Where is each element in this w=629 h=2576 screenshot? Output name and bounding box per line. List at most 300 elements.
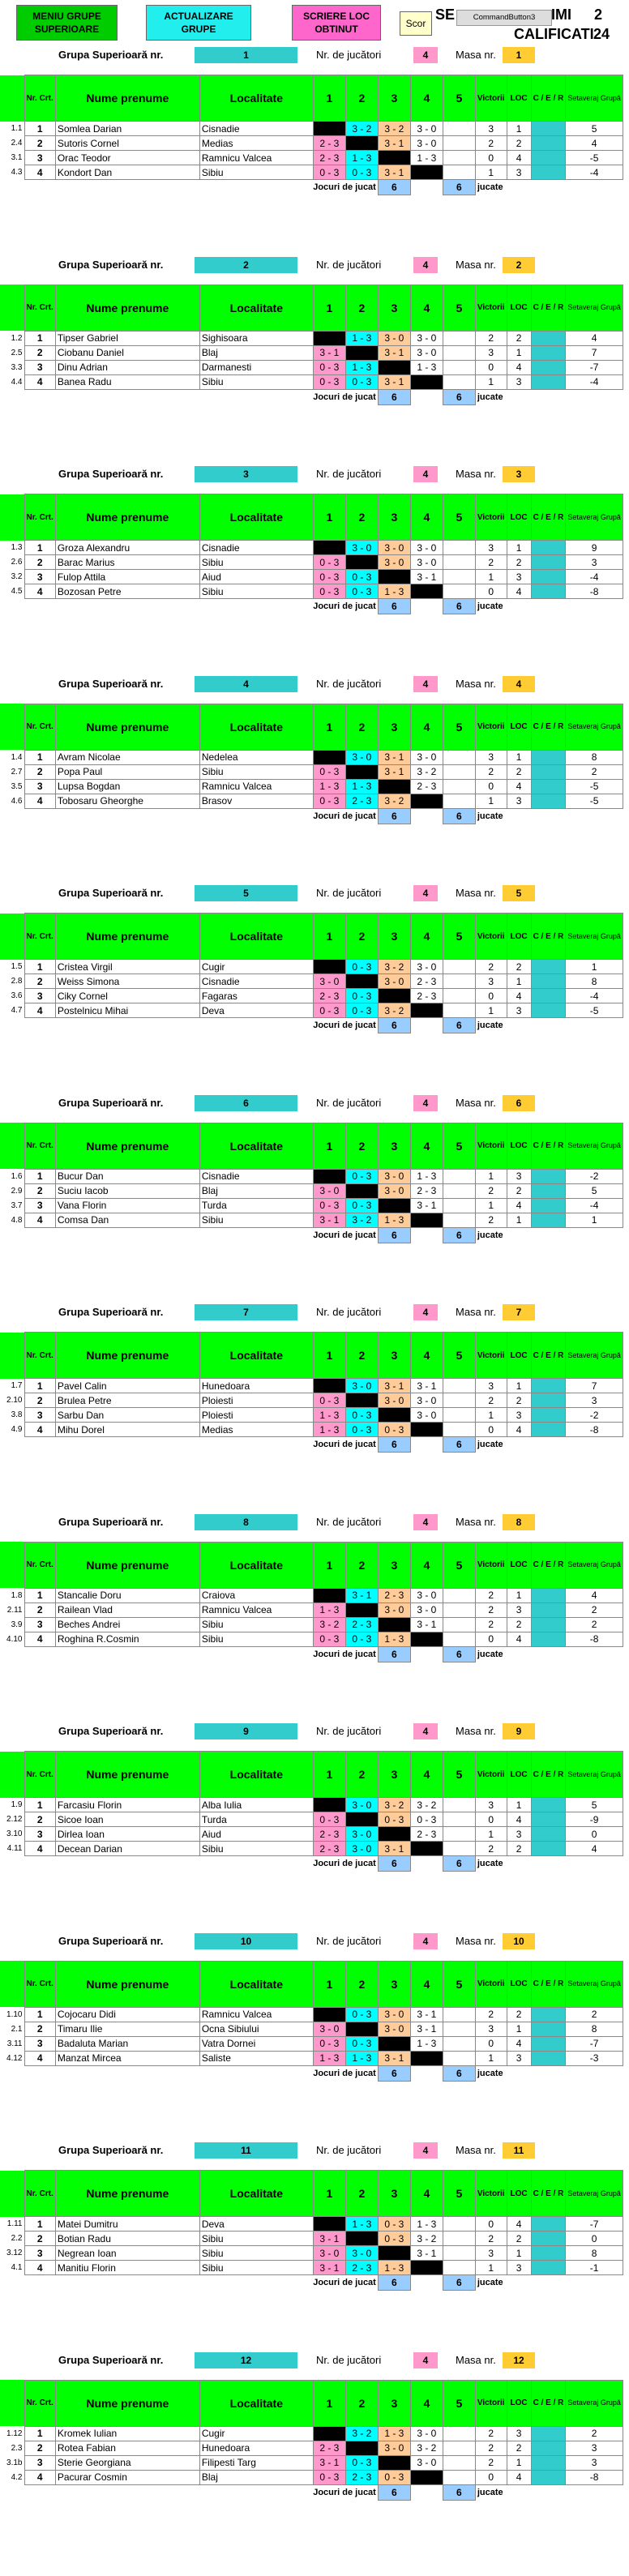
score-cell[interactable]: 3 - 1 xyxy=(378,165,410,180)
player-localitate[interactable]: Aiud xyxy=(199,1827,313,1842)
score-cell[interactable]: 1 - 3 xyxy=(410,2036,443,2051)
score-cell[interactable]: 3 - 0 xyxy=(378,331,410,345)
command-button-3[interactable]: CommandButton3 xyxy=(456,10,552,26)
player-name[interactable]: Somlea Darian xyxy=(55,122,199,136)
score-cell[interactable] xyxy=(443,360,475,374)
player-name[interactable]: Groza Alexandru xyxy=(55,541,199,555)
score-cell[interactable]: 3 - 1 xyxy=(345,1588,378,1603)
player-localitate[interactable]: Sighisoara xyxy=(199,331,313,345)
player-localitate[interactable]: Sibiu xyxy=(199,165,313,180)
cer-cell[interactable] xyxy=(531,555,566,570)
score-cell[interactable]: 0 - 3 xyxy=(313,584,345,599)
cer-cell[interactable] xyxy=(531,2007,566,2022)
score-cell[interactable] xyxy=(443,764,475,779)
score-cell[interactable]: 0 - 3 xyxy=(378,2232,410,2246)
nr-jucatori-value[interactable]: 4 xyxy=(413,1933,438,1949)
score-cell[interactable]: 3 - 2 xyxy=(345,122,378,136)
cer-cell[interactable] xyxy=(531,1827,566,1842)
score-cell[interactable]: 3 - 0 xyxy=(410,555,443,570)
cer-cell[interactable] xyxy=(531,2261,566,2275)
cer-cell[interactable] xyxy=(531,764,566,779)
player-name[interactable]: Botian Radu xyxy=(55,2232,199,2246)
score-cell[interactable]: 0 - 3 xyxy=(410,1812,443,1827)
score-cell[interactable]: 3 - 0 xyxy=(378,2022,410,2036)
cer-cell[interactable] xyxy=(531,584,566,599)
score-cell[interactable] xyxy=(443,1617,475,1632)
score-cell[interactable]: 1 - 3 xyxy=(410,1169,443,1183)
score-cell[interactable]: 3 - 1 xyxy=(378,374,410,389)
score-cell[interactable] xyxy=(443,1588,475,1603)
player-localitate[interactable]: Sibiu xyxy=(199,2246,313,2261)
cer-cell[interactable] xyxy=(531,2470,566,2484)
player-name[interactable]: Pavel Calin xyxy=(55,1379,199,1393)
score-cell[interactable]: 0 - 3 xyxy=(313,1198,345,1213)
player-name[interactable]: Sutoris Cornel xyxy=(55,136,199,151)
cer-cell[interactable] xyxy=(531,794,566,808)
score-cell[interactable] xyxy=(443,1812,475,1827)
cer-cell[interactable] xyxy=(531,2051,566,2065)
player-name[interactable]: Farcasiu Florin xyxy=(55,1798,199,1812)
score-cell[interactable]: 3 - 2 xyxy=(345,2426,378,2441)
score-cell[interactable] xyxy=(443,1183,475,1198)
score-cell[interactable]: 3 - 0 xyxy=(410,541,443,555)
score-cell[interactable]: 1 - 3 xyxy=(378,2261,410,2275)
player-name[interactable]: Lupsa Bogdan xyxy=(55,779,199,794)
score-cell[interactable]: 3 - 2 xyxy=(378,960,410,974)
player-name[interactable]: Roghina R.Cosmin xyxy=(55,1632,199,1646)
player-name[interactable]: Kromek Iulian xyxy=(55,2426,199,2441)
cer-cell[interactable] xyxy=(531,345,566,360)
score-cell[interactable]: 3 - 0 xyxy=(378,974,410,989)
score-cell[interactable] xyxy=(443,1169,475,1183)
score-cell[interactable]: 1 - 3 xyxy=(313,1423,345,1437)
score-cell[interactable]: 3 - 0 xyxy=(410,960,443,974)
player-localitate[interactable]: Sibiu xyxy=(199,1632,313,1646)
cer-cell[interactable] xyxy=(531,1393,566,1408)
nr-jucatori-value[interactable]: 4 xyxy=(413,1723,438,1739)
player-localitate[interactable]: Fagaras xyxy=(199,989,313,1003)
masa-number[interactable]: 12 xyxy=(503,2352,535,2368)
score-cell[interactable]: 0 - 3 xyxy=(345,989,378,1003)
scriere-loc-obtinut-button[interactable]: SCRIERE LOC OBTINUT xyxy=(292,5,381,41)
score-cell[interactable]: 3 - 0 xyxy=(410,1393,443,1408)
player-localitate[interactable]: Sibiu xyxy=(199,2261,313,2275)
nr-jucatori-value[interactable]: 4 xyxy=(413,257,438,273)
score-cell[interactable]: 3 - 1 xyxy=(410,1617,443,1632)
score-cell[interactable] xyxy=(443,1827,475,1842)
player-localitate[interactable]: Cisnadie xyxy=(199,1169,313,1183)
score-cell[interactable] xyxy=(443,122,475,136)
masa-number[interactable]: 10 xyxy=(503,1933,535,1949)
cer-cell[interactable] xyxy=(531,1617,566,1632)
score-cell[interactable]: 3 - 0 xyxy=(313,1183,345,1198)
score-cell[interactable]: 3 - 2 xyxy=(345,1213,378,1227)
nr-jucatori-value[interactable]: 4 xyxy=(413,676,438,692)
player-localitate[interactable]: Turda xyxy=(199,1198,313,1213)
player-name[interactable]: Avram Nicolae xyxy=(55,750,199,764)
cer-cell[interactable] xyxy=(531,360,566,374)
nr-jucatori-value[interactable]: 4 xyxy=(413,47,438,63)
player-name[interactable]: Beches Andrei xyxy=(55,1617,199,1632)
masa-number[interactable]: 9 xyxy=(503,1723,535,1739)
score-cell[interactable]: 0 - 3 xyxy=(345,960,378,974)
score-cell[interactable]: 1 - 3 xyxy=(345,2051,378,2065)
score-cell[interactable]: 3 - 0 xyxy=(345,1827,378,1842)
score-cell[interactable]: 3 - 1 xyxy=(378,1379,410,1393)
score-cell[interactable] xyxy=(443,2217,475,2232)
score-cell[interactable] xyxy=(443,750,475,764)
player-name[interactable]: Dirlea Ioan xyxy=(55,1827,199,1842)
player-localitate[interactable]: Blaj xyxy=(199,1183,313,1198)
player-localitate[interactable]: Deva xyxy=(199,2217,313,2232)
masa-number[interactable]: 1 xyxy=(503,47,535,63)
score-cell[interactable]: 2 - 3 xyxy=(313,136,345,151)
score-cell[interactable]: 1 - 3 xyxy=(378,1632,410,1646)
score-cell[interactable]: 3 - 1 xyxy=(410,1379,443,1393)
masa-number[interactable]: 2 xyxy=(503,257,535,273)
player-localitate[interactable]: Ramnicu Valcea xyxy=(199,2007,313,2022)
nr-jucatori-value[interactable]: 4 xyxy=(413,885,438,901)
cer-cell[interactable] xyxy=(531,1812,566,1827)
player-localitate[interactable]: Medias xyxy=(199,1423,313,1437)
score-cell[interactable]: 3 - 2 xyxy=(378,794,410,808)
score-cell[interactable]: 1 - 3 xyxy=(313,1603,345,1617)
score-cell[interactable] xyxy=(443,2426,475,2441)
cer-cell[interactable] xyxy=(531,1842,566,1856)
score-cell[interactable]: 2 - 3 xyxy=(313,151,345,165)
cer-cell[interactable] xyxy=(531,331,566,345)
player-localitate[interactable]: Saliste xyxy=(199,2051,313,2065)
player-localitate[interactable]: Hunedoara xyxy=(199,1379,313,1393)
masa-number[interactable]: 4 xyxy=(503,676,535,692)
player-name[interactable]: Popa Paul xyxy=(55,764,199,779)
score-cell[interactable]: 3 - 1 xyxy=(410,570,443,584)
score-cell[interactable] xyxy=(443,345,475,360)
player-name[interactable]: Mihu Dorel xyxy=(55,1423,199,1437)
player-name[interactable]: Kondort Dan xyxy=(55,165,199,180)
score-cell[interactable] xyxy=(443,331,475,345)
score-cell[interactable] xyxy=(443,1632,475,1646)
score-cell[interactable] xyxy=(443,779,475,794)
score-cell[interactable]: 3 - 0 xyxy=(410,136,443,151)
score-cell[interactable]: 1 - 3 xyxy=(345,151,378,165)
player-localitate[interactable]: Sibiu xyxy=(199,2232,313,2246)
player-name[interactable]: Brulea Petre xyxy=(55,1393,199,1408)
cer-cell[interactable] xyxy=(531,1003,566,1018)
score-cell[interactable]: 3 - 0 xyxy=(345,1798,378,1812)
cer-cell[interactable] xyxy=(531,1198,566,1213)
score-cell[interactable]: 0 - 3 xyxy=(345,1423,378,1437)
player-localitate[interactable]: Cisnadie xyxy=(199,974,313,989)
score-cell[interactable]: 3 - 0 xyxy=(410,2426,443,2441)
score-cell[interactable]: 0 - 3 xyxy=(345,584,378,599)
player-name[interactable]: Fulop Attila xyxy=(55,570,199,584)
score-cell[interactable]: 0 - 3 xyxy=(378,1812,410,1827)
player-localitate[interactable]: Sibiu xyxy=(199,764,313,779)
player-name[interactable]: Negrean Ioan xyxy=(55,2246,199,2261)
player-localitate[interactable]: Cisnadie xyxy=(199,122,313,136)
score-cell[interactable]: 0 - 3 xyxy=(313,2036,345,2051)
cer-cell[interactable] xyxy=(531,779,566,794)
cer-cell[interactable] xyxy=(531,2441,566,2455)
player-name[interactable]: Manitiu Florin xyxy=(55,2261,199,2275)
player-localitate[interactable]: Aiud xyxy=(199,570,313,584)
cer-cell[interactable] xyxy=(531,122,566,136)
player-localitate[interactable]: Blaj xyxy=(199,2470,313,2484)
player-localitate[interactable]: Ploiesti xyxy=(199,1408,313,1423)
cer-cell[interactable] xyxy=(531,1169,566,1183)
score-cell[interactable]: 3 - 0 xyxy=(378,1169,410,1183)
score-cell[interactable]: 3 - 2 xyxy=(410,764,443,779)
score-cell[interactable]: 3 - 0 xyxy=(313,2246,345,2261)
player-name[interactable]: Manzat Mircea xyxy=(55,2051,199,2065)
score-cell[interactable]: 3 - 1 xyxy=(378,750,410,764)
score-cell[interactable]: 3 - 1 xyxy=(313,2455,345,2470)
score-cell[interactable] xyxy=(443,2232,475,2246)
score-cell[interactable]: 2 - 3 xyxy=(313,1827,345,1842)
score-cell[interactable]: 3 - 0 xyxy=(410,1408,443,1423)
masa-number[interactable]: 5 xyxy=(503,885,535,901)
score-cell[interactable] xyxy=(443,2022,475,2036)
score-cell[interactable] xyxy=(443,2036,475,2051)
score-cell[interactable]: 0 - 3 xyxy=(345,2036,378,2051)
player-name[interactable]: Tobosaru Gheorghe xyxy=(55,794,199,808)
score-cell[interactable]: 3 - 0 xyxy=(345,750,378,764)
player-name[interactable]: Dinu Adrian xyxy=(55,360,199,374)
cer-cell[interactable] xyxy=(531,2232,566,2246)
player-localitate[interactable]: Sibiu xyxy=(199,1842,313,1856)
score-cell[interactable]: 1 - 3 xyxy=(345,360,378,374)
score-cell[interactable]: 3 - 0 xyxy=(378,555,410,570)
player-name[interactable]: Tipser Gabriel xyxy=(55,331,199,345)
cer-cell[interactable] xyxy=(531,1423,566,1437)
score-cell[interactable]: 3 - 0 xyxy=(345,2246,378,2261)
score-cell[interactable] xyxy=(443,165,475,180)
score-cell[interactable]: 3 - 0 xyxy=(378,1183,410,1198)
score-cell[interactable]: 2 - 3 xyxy=(410,1183,443,1198)
player-name[interactable]: Barac Marius xyxy=(55,555,199,570)
player-localitate[interactable]: Alba Iulia xyxy=(199,1798,313,1812)
nr-jucatori-value[interactable]: 4 xyxy=(413,2352,438,2368)
score-cell[interactable]: 3 - 2 xyxy=(410,1798,443,1812)
score-cell[interactable]: 0 - 3 xyxy=(345,2455,378,2470)
score-cell[interactable] xyxy=(443,1393,475,1408)
score-cell[interactable]: 3 - 0 xyxy=(410,2455,443,2470)
score-cell[interactable]: 2 - 3 xyxy=(410,974,443,989)
score-cell[interactable] xyxy=(443,1408,475,1423)
nr-jucatori-value[interactable]: 4 xyxy=(413,1304,438,1320)
player-localitate[interactable]: Cisnadie xyxy=(199,541,313,555)
score-cell[interactable]: 0 - 3 xyxy=(313,165,345,180)
score-cell[interactable] xyxy=(443,960,475,974)
cer-cell[interactable] xyxy=(531,2217,566,2232)
score-cell[interactable]: 0 - 3 xyxy=(378,1423,410,1437)
score-cell[interactable]: 1 - 3 xyxy=(378,584,410,599)
cer-cell[interactable] xyxy=(531,1798,566,1812)
player-localitate[interactable]: Filipesti Targ xyxy=(199,2455,313,2470)
masa-number[interactable]: 7 xyxy=(503,1304,535,1320)
score-cell[interactable] xyxy=(443,2051,475,2065)
player-name[interactable]: Railean Vlad xyxy=(55,1603,199,1617)
score-cell[interactable] xyxy=(443,794,475,808)
score-cell[interactable]: 1 - 3 xyxy=(345,779,378,794)
score-cell[interactable]: 3 - 1 xyxy=(313,1213,345,1227)
player-name[interactable]: Vana Florin xyxy=(55,1198,199,1213)
score-cell[interactable]: 3 - 1 xyxy=(410,1198,443,1213)
player-name[interactable]: Decean Darian xyxy=(55,1842,199,1856)
score-cell[interactable]: 3 - 1 xyxy=(378,136,410,151)
score-cell[interactable]: 3 - 1 xyxy=(313,345,345,360)
score-cell[interactable]: 1 - 3 xyxy=(313,1408,345,1423)
score-cell[interactable]: 0 - 3 xyxy=(313,794,345,808)
score-cell[interactable]: 3 - 1 xyxy=(313,2261,345,2275)
player-name[interactable]: Matei Dumitru xyxy=(55,2217,199,2232)
score-cell[interactable]: 2 - 3 xyxy=(345,2470,378,2484)
score-cell[interactable]: 2 - 3 xyxy=(410,1827,443,1842)
score-cell[interactable]: 0 - 3 xyxy=(313,555,345,570)
score-cell[interactable] xyxy=(443,2246,475,2261)
score-cell[interactable] xyxy=(443,974,475,989)
score-cell[interactable]: 3 - 2 xyxy=(378,1003,410,1018)
score-cell[interactable]: 1 - 3 xyxy=(313,779,345,794)
score-cell[interactable] xyxy=(443,570,475,584)
score-cell[interactable]: 3 - 0 xyxy=(313,974,345,989)
score-cell[interactable]: 1 - 3 xyxy=(378,1213,410,1227)
player-localitate[interactable]: Ramnicu Valcea xyxy=(199,151,313,165)
score-cell[interactable]: 2 - 3 xyxy=(345,1617,378,1632)
player-name[interactable]: Weiss Simona xyxy=(55,974,199,989)
player-name[interactable]: Sterie Georgiana xyxy=(55,2455,199,2470)
player-name[interactable]: Banea Radu xyxy=(55,374,199,389)
score-cell[interactable]: 0 - 3 xyxy=(345,1169,378,1183)
score-cell[interactable] xyxy=(443,1213,475,1227)
player-localitate[interactable]: Craiova xyxy=(199,1588,313,1603)
score-cell[interactable]: 0 - 3 xyxy=(313,374,345,389)
cer-cell[interactable] xyxy=(531,165,566,180)
score-cell[interactable]: 3 - 1 xyxy=(410,2007,443,2022)
cer-cell[interactable] xyxy=(531,2455,566,2470)
actualizare-grupe-button[interactable]: ACTUALIZARE GRUPE xyxy=(146,5,251,41)
score-cell[interactable]: 0 - 3 xyxy=(313,2470,345,2484)
score-cell[interactable]: 3 - 0 xyxy=(410,1603,443,1617)
cer-cell[interactable] xyxy=(531,989,566,1003)
player-localitate[interactable]: Ramnicu Valcea xyxy=(199,779,313,794)
player-localitate[interactable]: Turda xyxy=(199,1812,313,1827)
score-cell[interactable] xyxy=(443,989,475,1003)
cer-cell[interactable] xyxy=(531,1213,566,1227)
cer-cell[interactable] xyxy=(531,374,566,389)
score-cell[interactable]: 3 - 0 xyxy=(410,331,443,345)
score-cell[interactable]: 0 - 3 xyxy=(345,570,378,584)
score-cell[interactable] xyxy=(443,1198,475,1213)
score-cell[interactable]: 0 - 3 xyxy=(313,764,345,779)
score-cell[interactable] xyxy=(443,1003,475,1018)
score-cell[interactable]: 3 - 2 xyxy=(313,1617,345,1632)
score-cell[interactable]: 0 - 3 xyxy=(345,1632,378,1646)
score-cell[interactable] xyxy=(443,1379,475,1393)
score-cell[interactable] xyxy=(443,1842,475,1856)
score-cell[interactable]: 3 - 1 xyxy=(313,2232,345,2246)
score-cell[interactable]: 3 - 1 xyxy=(378,1842,410,1856)
player-localitate[interactable]: Sibiu xyxy=(199,584,313,599)
nr-jucatori-value[interactable]: 4 xyxy=(413,2142,438,2159)
score-cell[interactable]: 3 - 0 xyxy=(345,1379,378,1393)
score-cell[interactable]: 3 - 2 xyxy=(378,1798,410,1812)
cer-cell[interactable] xyxy=(531,2036,566,2051)
score-cell[interactable]: 3 - 0 xyxy=(378,2007,410,2022)
score-cell[interactable]: 3 - 2 xyxy=(378,122,410,136)
player-localitate[interactable]: Sibiu xyxy=(199,1617,313,1632)
cer-cell[interactable] xyxy=(531,136,566,151)
score-cell[interactable]: 1 - 3 xyxy=(313,2051,345,2065)
score-cell[interactable]: 2 - 3 xyxy=(313,2441,345,2455)
player-name[interactable]: Ciky Cornel xyxy=(55,989,199,1003)
nr-jucatori-value[interactable]: 4 xyxy=(413,466,438,482)
score-cell[interactable]: 3 - 0 xyxy=(313,2022,345,2036)
score-cell[interactable]: 3 - 0 xyxy=(378,2441,410,2455)
cer-cell[interactable] xyxy=(531,1408,566,1423)
player-name[interactable]: Rotea Fabian xyxy=(55,2441,199,2455)
score-cell[interactable]: 0 - 3 xyxy=(345,1198,378,1213)
score-cell[interactable] xyxy=(443,136,475,151)
player-name[interactable]: Sarbu Dan xyxy=(55,1408,199,1423)
score-cell[interactable]: 0 - 3 xyxy=(345,2007,378,2022)
cer-cell[interactable] xyxy=(531,1379,566,1393)
score-cell[interactable]: 0 - 3 xyxy=(345,1003,378,1018)
cer-cell[interactable] xyxy=(531,974,566,989)
score-cell[interactable] xyxy=(443,151,475,165)
score-cell[interactable]: 1 - 3 xyxy=(345,331,378,345)
cer-cell[interactable] xyxy=(531,570,566,584)
score-cell[interactable]: 0 - 3 xyxy=(313,1812,345,1827)
score-cell[interactable]: 0 - 3 xyxy=(313,570,345,584)
nr-jucatori-value[interactable]: 4 xyxy=(413,1514,438,1530)
score-cell[interactable]: 3 - 1 xyxy=(378,345,410,360)
player-name[interactable]: Timaru Ilie xyxy=(55,2022,199,2036)
player-name[interactable]: Orac Teodor xyxy=(55,151,199,165)
score-cell[interactable]: 0 - 3 xyxy=(345,374,378,389)
player-name[interactable]: Comsa Dan xyxy=(55,1213,199,1227)
score-cell[interactable]: 2 - 3 xyxy=(345,794,378,808)
cer-cell[interactable] xyxy=(531,750,566,764)
score-cell[interactable]: 0 - 3 xyxy=(345,165,378,180)
score-cell[interactable]: 3 - 0 xyxy=(345,541,378,555)
score-cell[interactable] xyxy=(443,374,475,389)
score-cell[interactable]: 3 - 0 xyxy=(378,1393,410,1408)
score-cell[interactable]: 0 - 3 xyxy=(313,360,345,374)
score-cell[interactable] xyxy=(443,2441,475,2455)
score-cell[interactable] xyxy=(443,541,475,555)
score-cell[interactable]: 3 - 1 xyxy=(410,2246,443,2261)
nr-jucatori-value[interactable]: 4 xyxy=(413,1095,438,1111)
score-cell[interactable]: 3 - 0 xyxy=(410,122,443,136)
score-cell[interactable] xyxy=(443,1798,475,1812)
score-cell[interactable]: 2 - 3 xyxy=(378,1588,410,1603)
masa-number[interactable]: 11 xyxy=(503,2142,535,2159)
score-cell[interactable]: 2 - 3 xyxy=(410,989,443,1003)
cer-cell[interactable] xyxy=(531,2022,566,2036)
masa-number[interactable]: 8 xyxy=(503,1514,535,1530)
score-cell[interactable]: 1 - 3 xyxy=(410,151,443,165)
player-localitate[interactable]: Hunedoara xyxy=(199,2441,313,2455)
score-cell[interactable]: 3 - 0 xyxy=(345,1842,378,1856)
score-cell[interactable]: 2 - 3 xyxy=(313,989,345,1003)
player-localitate[interactable]: Sibiu xyxy=(199,555,313,570)
score-cell[interactable]: 3 - 2 xyxy=(410,2441,443,2455)
cer-cell[interactable] xyxy=(531,1603,566,1617)
player-localitate[interactable]: Blaj xyxy=(199,345,313,360)
score-cell[interactable]: 3 - 1 xyxy=(410,2022,443,2036)
